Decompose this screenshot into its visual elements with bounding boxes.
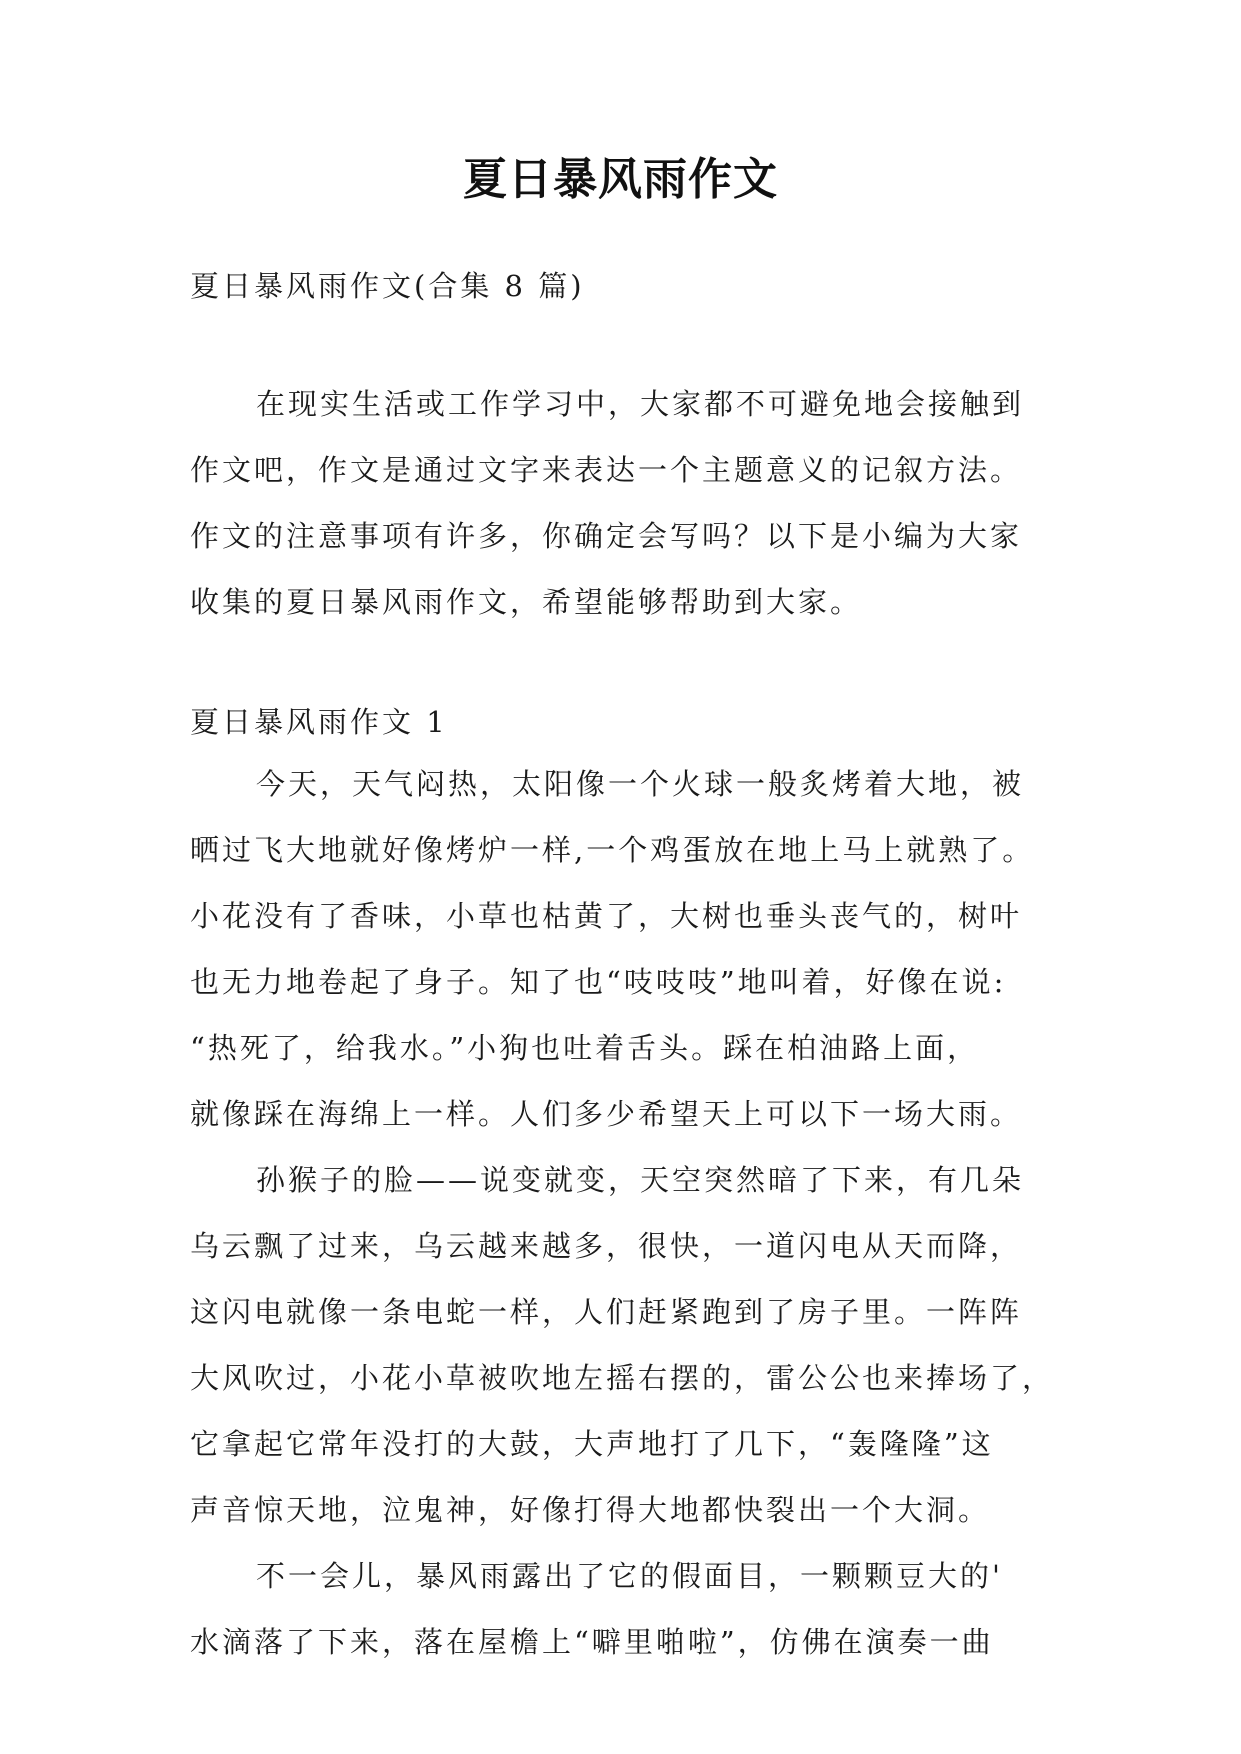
paragraph-line: 不一会儿，暴风雨露出了它的假面目，一颗颗豆大的' (256, 1559, 1003, 1593)
document-subtitle: 夏日暴风雨作文(合集 8 篇) (190, 269, 585, 303)
body-paragraph-2 (190, 1147, 1070, 1543)
paragraph-line: 乌云飘了过来，乌云越来越多，很快，一道闪电从天而降， (190, 1229, 1023, 1263)
intro-line: 作文吧，作文是通过文字来表达一个主题意义的记叙方法。 (190, 453, 1023, 487)
paragraph-line: 小花没有了香味，小草也枯黄了，大树也垂头丧气的，树叶 (190, 899, 1023, 933)
paragraph-line: “热死了，给我水。”小狗也吐着舌头。踩在柏油路上面， (190, 1031, 980, 1065)
body-paragraph-1 (190, 751, 1070, 1147)
paragraph-line: 也无力地卷起了身子。知了也“吱吱吱”地叫着，好像在说: (190, 965, 1007, 999)
paragraph-line: 声音惊天地，泣鬼神，好像打得大地都快裂出一个大洞。 (190, 1493, 991, 1527)
paragraph-line: 今天，天气闷热，太阳像一个火球一般炙烤着大地，被 (256, 767, 1025, 801)
paragraph-line: 这闪电就像一条电蛇一样，人们赶紧跑到了房子里。一阵阵 (190, 1295, 1023, 1329)
paragraph-line: 就像踩在海绵上一样。人们多少希望天上可以下一场大雨。 (190, 1097, 1023, 1131)
body-paragraph-3 (190, 1543, 1070, 1675)
paragraph-line: 大风吹过，小花小草被吹地左摇右摆的，雷公公也来捧场了， (190, 1361, 1055, 1395)
paragraph-line: 水滴落了下来，落在屋檐上“噼里啪啦”，仿佛在演奏一曲 (190, 1625, 994, 1659)
intro-line: 在现实生活或工作学习中，大家都不可避免地会接触到 (256, 387, 1025, 421)
paragraph-line: 它拿起它常年没打的大鼓，大声地打了几下，“轰隆隆”这 (190, 1427, 994, 1461)
intro-line: 收集的夏日暴风雨作文，希望能够帮助到大家。 (190, 585, 863, 619)
intro-paragraph (190, 371, 1070, 635)
paragraph-line: 晒过飞大地就好像烤炉一样,一个鸡蛋放在地上马上就熟了。 (190, 833, 1035, 867)
document-title: 夏日暴风雨作文 (463, 154, 778, 205)
paragraph-line: 孙猴子的脸——说变就变，天空突然暗了下来，有几朵 (256, 1163, 1025, 1197)
section-heading: 夏日暴风雨作文 1 (190, 705, 448, 739)
intro-line: 作文的注意事项有许多，你确定会写吗？以下是小编为大家 (190, 519, 1023, 553)
